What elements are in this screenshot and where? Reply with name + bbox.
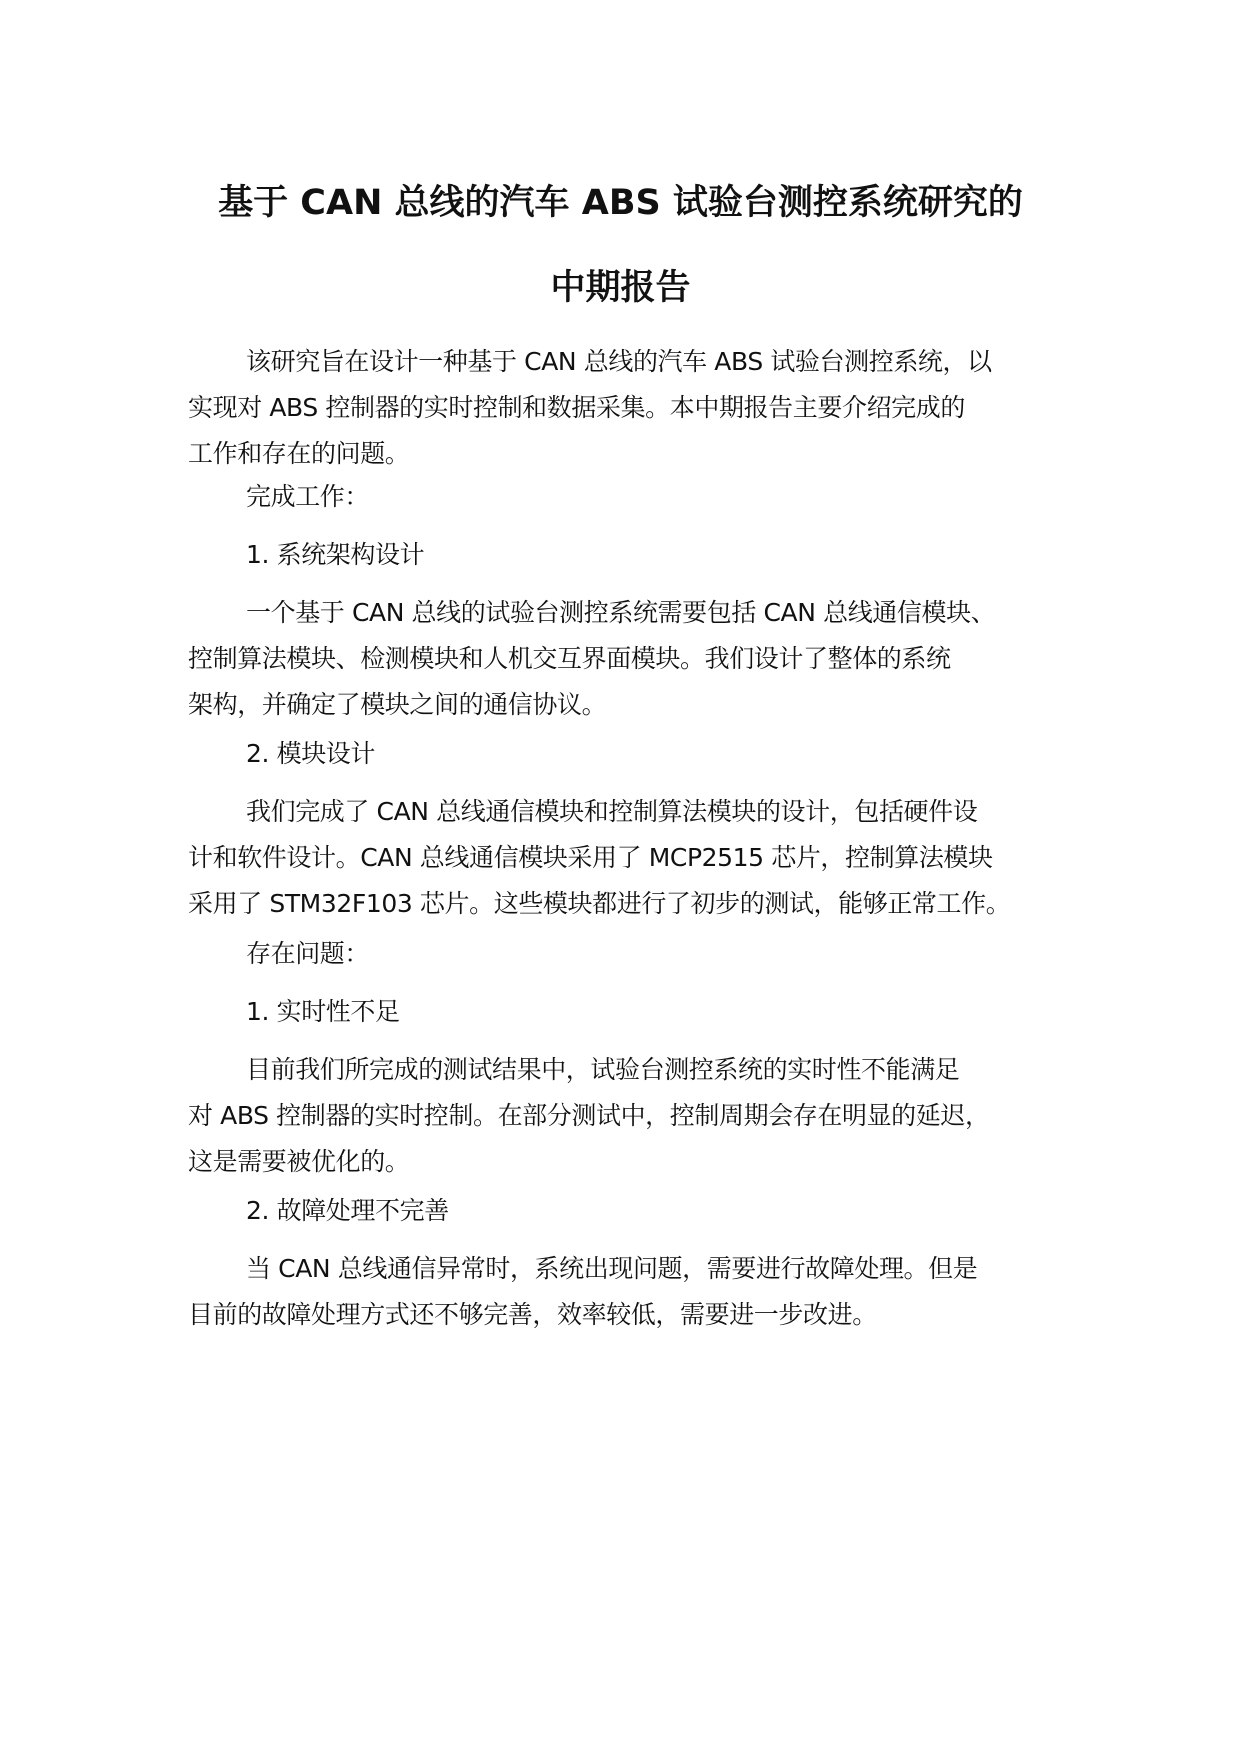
list-item-realtime-issue [188,989,1088,1035]
list-item-system-architecture [188,532,1088,578]
paragraph-line: 架构，并确定了模块之间的通信协议。 [188,690,607,719]
paragraph-line: 目前的故障处理方式还不够完善，效率较低，需要进一步改进。 [188,1300,877,1329]
paragraph-line: 我们完成了 CAN 总线通信模块和控制算法模块的设计，包括硬件设 [246,797,978,826]
paragraph-line: 工作和存在的问题。 [188,439,410,468]
paragraph-line: 1. 系统架构设计 [246,540,425,569]
paragraph-line: 完成工作： [246,482,370,511]
paragraph-line: 采用了 STM32F103 芯片。这些模块都进行了初步的测试，能够正常工作。 [188,889,1011,918]
paragraph-line: 1. 实时性不足 [246,997,400,1026]
intro-paragraph [188,339,1088,477]
section-heading-existing-issues [188,931,1088,977]
list-item-fault-handling-issue [188,1188,1088,1234]
architecture-paragraph [188,590,1088,728]
paragraph-line: 存在问题： [246,939,370,968]
paragraph-line: 2. 故障处理不完善 [246,1196,449,1225]
module-design-paragraph [188,789,1088,927]
document-title-line-2: 中期报告 [550,268,691,308]
paragraph-line: 控制算法模块、检测模块和人机交互界面模块。我们设计了整体的系统 [188,644,951,673]
document-title-line-1: 基于 CAN 总线的汽车 ABS 试验台测控系统研究的 [218,183,1023,223]
paragraph-line: 这是需要被优化的。 [188,1147,410,1176]
paragraph-line: 该研究旨在设计一种基于 CAN 总线的汽车 ABS 试验台测控系统，以 [246,347,992,376]
paragraph-line: 当 CAN 总线通信异常时，系统出现问题，需要进行故障处理。但是 [246,1254,978,1283]
paragraph-line: 目前我们所完成的测试结果中，试验台测控系统的实时性不能满足 [246,1055,960,1084]
paragraph-line: 一个基于 CAN 总线的试验台测控系统需要包括 CAN 总线通信模块、 [246,598,996,627]
paragraph-line: 对 ABS 控制器的实时控制。在部分测试中，控制周期会存在明显的延迟， [188,1101,990,1130]
fault-handling-paragraph [188,1246,1088,1338]
paragraph-line: 2. 模块设计 [246,739,375,768]
list-item-module-design [188,731,1088,777]
paragraph-line: 实现对 ABS 控制器的实时控制和数据采集。本中期报告主要介绍完成的 [188,393,965,422]
section-heading-completed-work [188,474,1088,520]
paragraph-line: 计和软件设计。CAN 总线通信模块采用了 MCP2515 芯片，控制算法模块 [188,843,993,872]
realtime-issue-paragraph [188,1047,1088,1185]
